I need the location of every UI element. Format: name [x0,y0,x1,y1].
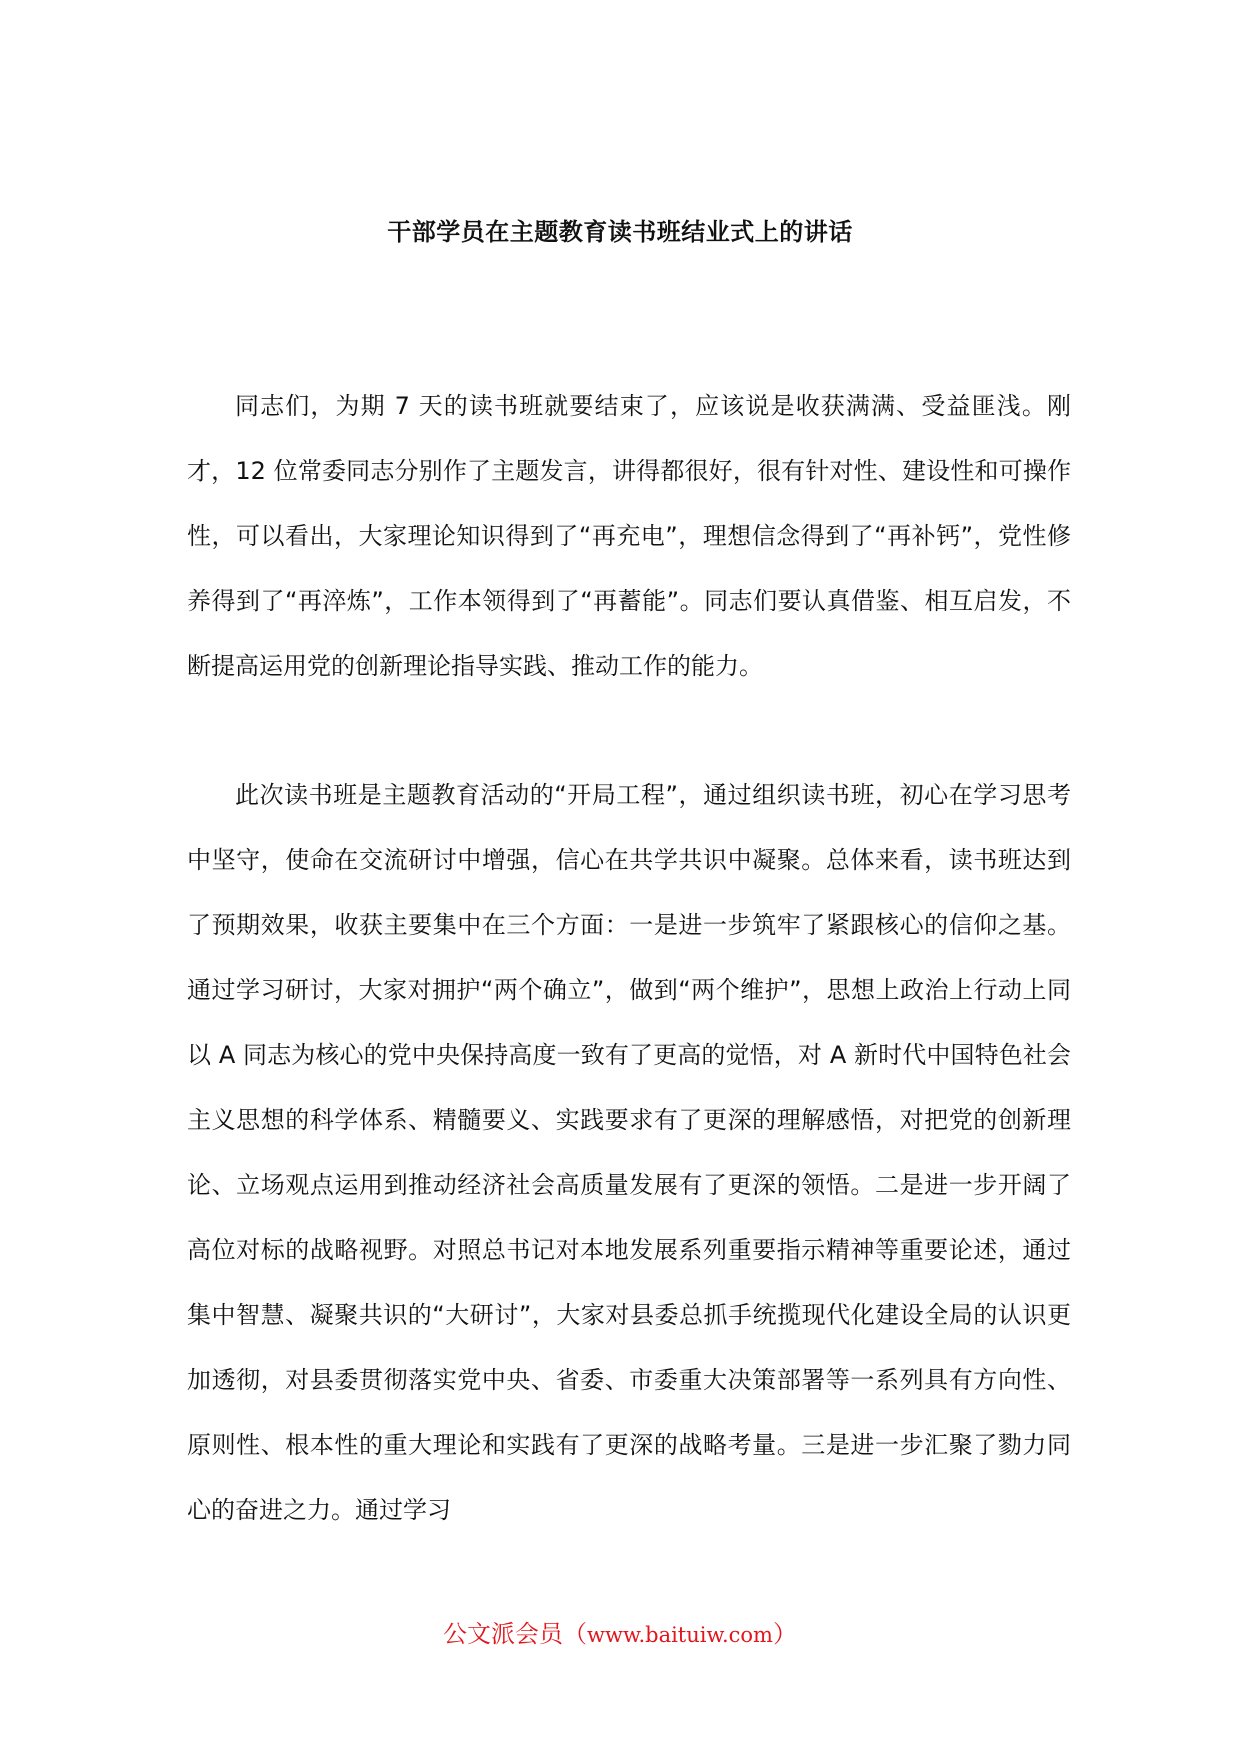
paragraph-opening: 同志们，为期 7 天的读书班就要结束了，应该说是收获满满、受益匪浅。刚才，12 位常委同志分别作了主题发言，讲得都很好，很有针对性、建设性和可操作性，可以看出，大家理论知识得到了“再充电”，理想信念得到了“再补钙”，党性修养得到了“再淬炼”，工作本领得到了“再蓄能”。同志们要认真借鉴、相互启发，不断提高运用党的创新理论指导实践、推动工作的能力。 [187,392,1071,680]
document-title: 干部学员在主题教育读书班结业式上的讲话 [387,218,853,246]
footer-watermark [0,1618,1240,1651]
footer-url: www.baituiw.com [587,1623,773,1647]
footer-close: ） [772,1620,797,1648]
paragraph-summary: 此次读书班是主题教育活动的“开局工程”，通过组织读书班，初心在学习思考中坚守，使命在交流研讨中增强，信心在共学共识中凝聚。总体来看，读书班达到了预期效果，收获主要集中在三个方面：一是进一步筑牢了紧跟核心的信仰之基。通过学习研讨，大家对拥护“两个确立”，做到“两个维护”，思想上政治上行动上同以 A 同志为核心的党中央保持高度一致有了更高的觉悟，对 A 新时代中国特色社会主义思想的科学体系、精髓要义、实践要求有了更深的理解感悟，对把党的创新理论、立场观点运用到推动经济社会高质量发展有了更深的领悟。二是进一步开阔了高位对标的战略视野。对照总书记对本地发展系列重要指示精神等重要论述，通过集中智慧、凝聚共识的“大研讨”，大家对县委总抓手统揽现代化建设全局的认识更加透彻，对县委贯彻落实党中央、省委、市委重大决策部署等一系列具有方向性、原则性、根本性的重大理论和实践有了更深的战略考量。三是进一步汇聚了勠力同心的奋进之力。通过学习 [187,781,1071,1524]
document-body [187,374,1071,1543]
footer-brand: 公文派会员（ [443,1620,588,1648]
